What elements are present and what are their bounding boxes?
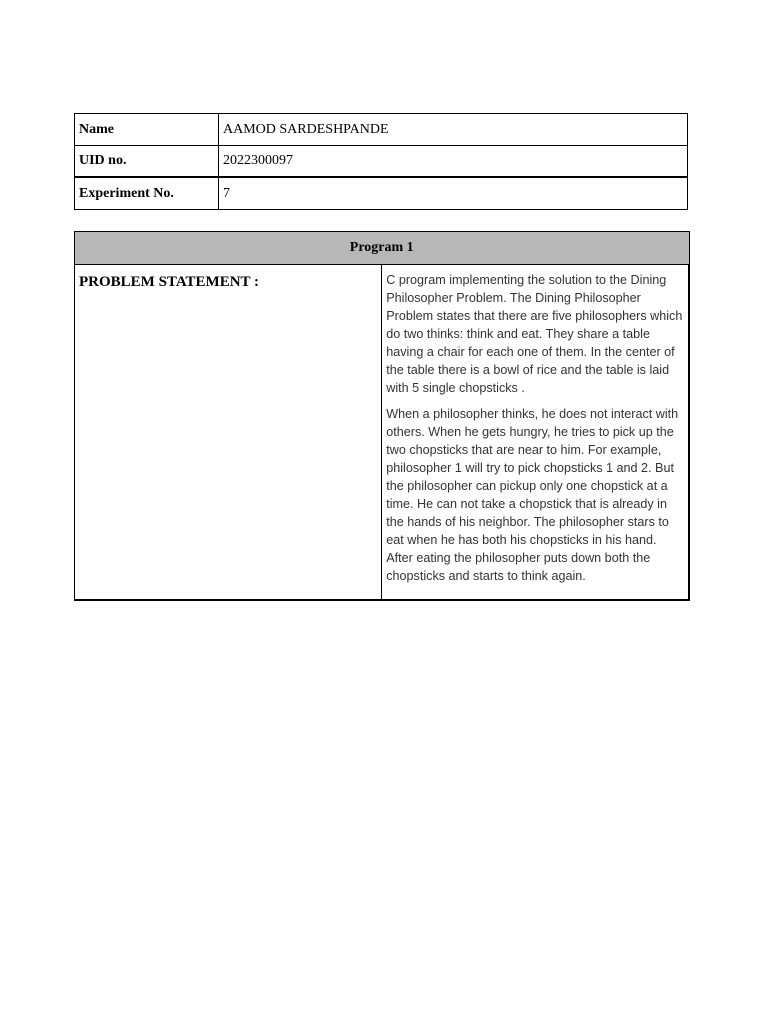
problem-paragraph-1: C program implementing the solution to the Dining Philosopher Problem. The Dining Philosopher Problem states that there are five philosophers which do two thinks: think and eat. They share a table having a chair for each one of them. In the center of the table there is a bowl of rice and the table is laid with 5 single chopsticks . (386, 273, 683, 395)
info-row-uid (75, 146, 688, 178)
problem-paragraph-2: When a philosopher thinks, he does not interact with others. When he gets hungry, he tries to pick up the two chopsticks that are near to him. For example, philosopher 1 will try to pick chopsticks 1 and 2. But the philosopher can pickup only one chopstick at a time. He can not take a chopstick that is already in the hands of his neighbor. The philosopher stars to eat when he has both his chopsticks in his hand. After eating the philosopher puts down both the chopsticks and starts to think again. (386, 407, 679, 583)
uid-label: UID no. (75, 146, 219, 178)
name-value: AAMOD SARDESHPANDE (219, 114, 688, 146)
experiment-label: Experiment No. (75, 177, 219, 210)
problem-statement-row (75, 265, 690, 601)
program-header-row (75, 232, 690, 265)
info-row-experiment (75, 177, 688, 210)
program-table (74, 231, 690, 601)
info-row-name (75, 114, 688, 146)
name-label: Name (75, 114, 219, 146)
student-info-table (74, 113, 688, 210)
problem-statement-label: PROBLEM STATEMENT : (75, 265, 382, 601)
problem-statement-body (382, 265, 689, 601)
uid-value: 2022300097 (219, 146, 688, 178)
experiment-value: 7 (219, 177, 688, 210)
program-title: Program 1 (75, 232, 690, 265)
